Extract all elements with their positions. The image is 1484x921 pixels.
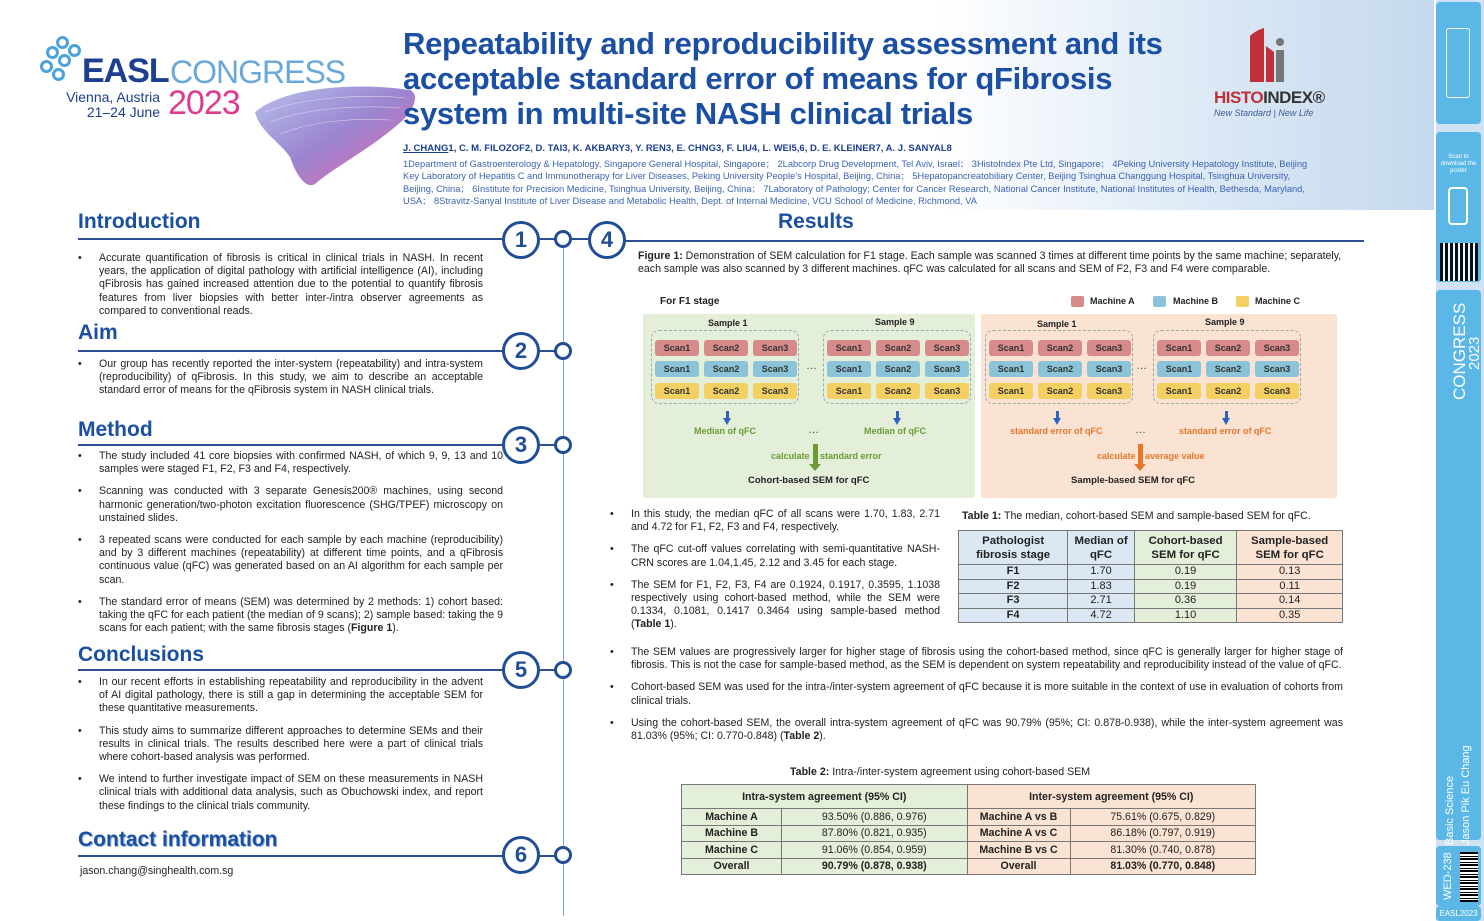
method-item: • The standard error of means (SEM) was determined by 2 methods: 1) cohort based: taking the qFC for each patient (the median of 9 scans); 2) sample based: taking the 9 scans for each patient; with the same fibrosis stages (Figure 1). [78, 596, 503, 636]
table-cell: Machine C [682, 842, 782, 859]
aim-item: • Our group has recently reported the inter-system (repeatability) and intra-system (reproducibility) of qFibrosis. In this study, we aim to describe an acceptable standard error of means for the qFibrosis system in NASH clinical trials. [78, 358, 483, 398]
cohort-result: Cohort-based SEM for qFC [748, 475, 870, 486]
results-item: • The SEM values are progressively larger for higher stage of fibrosis using the cohort-based method, since qFC is generally larger for higher stage of fibrosis. This is not the case for sample-based method, as the SEM is dependent on system repeatability and reproducibility instead of the value of qFC. [610, 646, 1343, 672]
sidebar-year: 2023 [1466, 336, 1483, 370]
table-cell: 87.80% (0.821, 0.935) [782, 825, 968, 842]
method-heading: Method [78, 418, 153, 441]
table-cell: 0.11 [1237, 579, 1343, 594]
scan-chip: Scan1 [1157, 361, 1201, 377]
table-cell: 1.83 [1068, 579, 1135, 594]
table-cell: Machine A vs B [967, 809, 1070, 826]
table-row [682, 809, 1256, 826]
table-2-caption: Table 2: Intra-/inter-system agreement using cohort-based SEM [790, 766, 1091, 778]
stage-label: For F1 stage [660, 296, 720, 307]
scan-chip: Scan2 [876, 383, 920, 399]
scan-chip: Scan3 [925, 340, 969, 356]
scan-chip: Scan1 [1157, 383, 1201, 399]
results-list [610, 508, 940, 641]
scan-chip: Scan3 [1087, 361, 1131, 377]
legend-machine-b: Machine B [1173, 296, 1219, 306]
stderr-label: standard error of qFC [1179, 426, 1272, 436]
table-cell: Machine A vs C [967, 825, 1070, 842]
table-header: Median of qFC [1068, 531, 1135, 565]
legend-swatch-a [1071, 296, 1084, 307]
ellipsis: … [1136, 360, 1147, 372]
table-cell: 2.71 [1068, 594, 1135, 609]
scan-chip: Scan3 [1255, 340, 1299, 356]
calculate-label: calculate [1097, 451, 1136, 461]
scan-chip: Scan3 [753, 383, 797, 399]
scan-chip: Scan2 [1206, 340, 1250, 356]
presenting-author: J. CHANG [403, 143, 449, 154]
table-row [959, 594, 1343, 609]
histoindex-name: HISTOINDEX® [1214, 88, 1325, 107]
median-label: Median of qFC [694, 426, 756, 436]
table-cell: 1.10 [1134, 608, 1236, 623]
scan-chip: Scan1 [989, 340, 1033, 356]
scan-chip: Scan3 [1087, 383, 1131, 399]
phone-icon [1448, 187, 1468, 225]
results-rule [624, 240, 1364, 242]
scan-chip: Scan2 [1206, 383, 1250, 399]
ellipsis: … [806, 360, 817, 372]
method-item: • 3 repeated scans were conducted for each sample by each machine (reproducibility) and by 3 different machines (repeatability) at different time points, and a qFibrosis continuous value (qFC) was generated based on an AI algorithm for each sample per scan. [78, 534, 503, 587]
table-1-caption: Table 1: The median, cohort-based SEM and sample-based SEM for qFC. [962, 510, 1311, 522]
scan-chip: Scan1 [989, 361, 1033, 377]
cohort-arrow-stem [813, 444, 818, 464]
method-list [78, 450, 503, 644]
table-cell: F4 [959, 608, 1068, 623]
scan-chip: Scan3 [753, 340, 797, 356]
scan-chip: Scan2 [876, 340, 920, 356]
scan-chip: Scan3 [1255, 383, 1299, 399]
conclusions-heading: Conclusions [78, 643, 205, 666]
table-cell: Overall [967, 858, 1070, 875]
results-item: • Cohort-based SEM was used for the intra-/inter-system agreement of qFC because it is more suitable in the context of use in evaluation of cohorts from clinical trials. [610, 681, 1343, 707]
sample-panel-sample-1-label: Sample 1 [1037, 319, 1077, 329]
scan-chip: Scan1 [655, 383, 699, 399]
table-cell: 0.35 [1237, 608, 1343, 623]
introduction-heading: Introduction [78, 210, 201, 233]
table-header: Cohort-based SEM for qFC [1134, 531, 1236, 565]
figure-1-diagram [643, 294, 1337, 498]
cohort-sample-9-label: Sample 9 [875, 317, 915, 327]
scan-chip: Scan1 [989, 383, 1033, 399]
poster-title: Repeatability and reproducibility assessment and its acceptable standard error of means for qFibrosis system in multi-site NASH clinical trials [403, 26, 1163, 131]
table-header: Inter-system agreement (95% CI) [967, 785, 1256, 809]
scan-chip: Scan1 [1157, 340, 1201, 356]
poster-frame-icon [1446, 28, 1470, 98]
venue-dates: 21–24 June [86, 104, 160, 120]
authors [403, 143, 952, 154]
scan-chip: Scan3 [925, 383, 969, 399]
scan-chip: Scan2 [1038, 340, 1082, 356]
histoindex-logo [1210, 26, 1340, 126]
down-arrow-icon [893, 418, 901, 425]
sample-panel-sample-9-label: Sample 9 [1205, 317, 1245, 327]
method-rule [78, 444, 503, 446]
table-cell: 4.72 [1068, 608, 1135, 623]
liver-illustration [245, 72, 425, 192]
method-item: • Scanning was conducted with 3 separate Genesis200® machines, using second harmonic generation/two-photon excitation fluorescence (SHG/TPEF) microscopy on unstained slides. [78, 485, 503, 525]
scan-chip: Scan3 [1087, 340, 1131, 356]
scan-chip: Scan2 [1038, 383, 1082, 399]
table-cell: 75.61% (0.675, 0.829) [1070, 809, 1256, 826]
results-item: • The SEM for F1, F2, F3, F4 are 0.1924, 0.1917, 0.3595, 1.1038 respectively using cohort-based method, while the SEM were 0.1334, 0.1081, 0.1417 0.3464 using sample-based method (Table 1). [610, 579, 940, 632]
legend-machine-a: Machine A [1090, 296, 1135, 306]
sidebar-presenter: Jason Pik Eu Chang [1460, 745, 1472, 845]
section-badge-5: 5 [502, 651, 540, 689]
cohort-sample-1-label: Sample 1 [708, 318, 748, 328]
sidebar-code: WED-238 [1442, 852, 1454, 900]
connector-ring [554, 436, 572, 454]
conclusions-item: • In our recent efforts in establishing repeatability and reproducibility in the advent of AI digital pathology, there is still a gap in determining the acceptable SEM for these quantitative measurements. [78, 676, 483, 716]
connector-ring [554, 846, 572, 864]
venue [60, 90, 160, 120]
section-badge-1: 1 [502, 221, 540, 259]
figure-1-caption: Figure 1: Demonstration of SEM calculation for F1 stage. Each sample was scanned 3 times at different time points by the same machine; separately, each sample was also scanned by 3 different machines. qFC was calculated for all scans and SEM of F2, F3 and F4 were comparable. [638, 250, 1342, 276]
table-row [682, 842, 1256, 859]
table-row [959, 565, 1343, 580]
results-item: • In this study, the median qFC of all scans were 1.70, 1.83, 2.71 and 4.72 for F1, F2, F3 and F4, respectively. [610, 508, 940, 534]
scan-chip: Scan2 [876, 361, 920, 377]
affiliations: 1Department of Gastroenterology & Hepatology, Singapore General Hospital, Singapore； 2Labcorp Drug Development, Tel Aviv, Israel； 3HistoIndex Pte Ltd, Singapore； 4Peking University Hepatology Institute, Beijing Key Laboratory of Hepatitis C and Immunotherapy for Liver Diseases, Peking University People’s Hospital, Beijing, China； 5Hepatopancreatobiliary Center, Beijing Tsinghua Changgung Hospital, Tsinghua University, Beijing, China； 6Institute for Precision Medicine, Tsinghua University, Beijing, China； 7Laboratory of Pathology; Center for Cancer Research, National Cancer Institute, National Institutes of Health, Bethesda, Maryland, USA； 8Stravitz-Sanyal Institute of Liver Disease and Metabolic Health, Dept. of Internal Medicine, VCU School of Medicine, Richmond, VA [403, 159, 1308, 206]
table-cell: 0.36 [1134, 594, 1236, 609]
table-cell: Overall [682, 858, 782, 875]
table-cell: F2 [959, 579, 1068, 594]
venue-city: Vienna, Austria [66, 89, 160, 105]
table-cell: 1.70 [1068, 565, 1135, 580]
qr-code[interactable] [1440, 243, 1478, 281]
histoindex-mark-icon [1248, 26, 1288, 84]
standard-error-label: standard error [820, 451, 882, 461]
table-row [959, 608, 1343, 623]
table-2 [681, 784, 1256, 875]
scan-chip: Scan3 [1255, 361, 1299, 377]
table-cell: 90.79% (0.878, 0.938) [782, 858, 968, 875]
down-arrow-icon [723, 418, 731, 425]
scan-chip: Scan1 [827, 361, 871, 377]
sidebar-category: Basic Science [1444, 775, 1456, 845]
contact-rule [78, 855, 503, 857]
table-cell: 0.19 [1134, 565, 1236, 580]
table-cell: F1 [959, 565, 1068, 580]
connector-ring [554, 661, 572, 679]
table-row [682, 858, 1256, 875]
sample-result: Sample-based SEM for qFC [1071, 475, 1196, 486]
conclusions-list [78, 676, 483, 822]
scan-chip: Scan2 [1038, 361, 1082, 377]
scan-chip: Scan1 [655, 340, 699, 356]
table-cell: F3 [959, 594, 1068, 609]
congress-wordmark: CONGRESS [170, 54, 346, 90]
aim-list [78, 358, 483, 407]
scan-chip: Scan3 [753, 361, 797, 377]
sample-arrow-stem [1138, 444, 1143, 464]
aim-rule [78, 350, 503, 352]
table-1 [958, 530, 1343, 623]
introduction-rule [78, 238, 503, 240]
table-cell: 0.13 [1237, 565, 1343, 580]
ellipsis: … [1135, 424, 1146, 436]
calculate-label: calculate [771, 451, 810, 461]
results-wide-list [610, 646, 1343, 752]
connector-ring [554, 342, 572, 360]
scan-chip: Scan2 [704, 340, 748, 356]
scan-chip: Scan2 [704, 361, 748, 377]
results-item: • The qFC cut-off values correlating with semi-quantitative NASH-CRN scores are 1.04,1.45, 2.12 and 3.45 for each stage. [610, 543, 940, 569]
sidebar-congress: CONGRESS [1450, 302, 1469, 400]
ellipsis: … [808, 424, 819, 436]
average-value-label: average value [1145, 451, 1205, 461]
table-cell: Machine A [682, 809, 782, 826]
conclusions-item: • This study aims to summarize different approaches to determine SEMs and their results in clinical trials. The results described here were a part of clinical trials where cohort-based analysis was performed. [78, 725, 483, 765]
table-cell: 86.18% (0.797, 0.919) [1070, 825, 1256, 842]
hexagon-cells-icon [38, 36, 82, 80]
contact-heading: Contact information [78, 828, 278, 851]
congress-year: 2023 [168, 84, 240, 122]
down-arrow-icon [809, 464, 821, 471]
legend-swatch-c [1236, 296, 1249, 307]
table-cell: 93.50% (0.886, 0.976) [782, 809, 968, 826]
method-item: • The study included 41 core biopsies with confirmed NASH, of which 9, 9, 13 and 10 samples were staged F1, F2, F3 and F4, respectively. [78, 450, 503, 476]
table-row [959, 579, 1343, 594]
scan-download-text: Scan to download the poster [1440, 154, 1477, 174]
table-header-row [682, 785, 1256, 809]
histoindex-tagline: New Standard | New Life [1214, 108, 1314, 118]
easl-wordmark: EASL [82, 52, 169, 90]
table-row [682, 825, 1256, 842]
table-cell: Machine B [682, 825, 782, 842]
table-header-row [959, 531, 1343, 565]
other-authors: 1, C. M. FILOZOF2, D. TAI3, K. AKBARY3, Y. REN3, E. CHNG3, F. LIU4, L. WEI5,6, D. E. KLEINER7, A. J. SANYAL8 [448, 143, 952, 154]
table-cell: 81.03% (0.770, 0.848) [1070, 858, 1256, 875]
conclusions-item: • We intend to further investigate impact of SEM on these measurements in NASH clinical trials with additional data analysis, such as Obuchowski index, and report these findings to the clinical trials community. [78, 773, 483, 813]
table-cell: 81.30% (0.740, 0.878) [1070, 842, 1256, 859]
scan-chip: Scan1 [827, 340, 871, 356]
sidebar-top-box [1436, 2, 1481, 124]
scan-chip: Scan2 [1206, 361, 1250, 377]
table-header: Intra-system agreement (95% CI) [682, 785, 968, 809]
table-header: Sample-based SEM for qFC [1237, 531, 1343, 565]
stderr-label: standard error of qFC [1010, 426, 1103, 436]
median-label: Median of qFC [864, 426, 926, 436]
table-cell: Machine B vs C [967, 842, 1070, 859]
conclusions-rule [78, 669, 503, 671]
down-arrow-icon [1222, 418, 1230, 425]
barcode [1460, 852, 1478, 902]
results-item: • Using the cohort-based SEM, the overall intra-system agreement of qFC was 90.79% (95%; CI: 0.878-0.938), while the inter-system agreement was 81.03% (95%; CI: 0.770-0.848) (Table 2). [610, 717, 1343, 743]
legend-machine-c: Machine C [1255, 296, 1301, 306]
introduction-list [78, 252, 483, 327]
section-badge-6: 6 [502, 836, 540, 874]
section-badge-2: 2 [502, 332, 540, 370]
section-badge-4: 4 [588, 221, 626, 259]
table-header: Pathologist fibrosis stage [959, 531, 1068, 565]
introduction-item: • Accurate quantification of fibrosis is critical in clinical trials in NASH. In recent years, the application of digital pathology with artificial intelligence (AI), including qFibrosis has gained increased attention due to the potential to quantify fibrosis features from liver biopsies with better inter-/intra observer agreements as compared to conventional reads. [78, 252, 483, 318]
scan-chip: Scan1 [827, 383, 871, 399]
table-cell: 0.14 [1237, 594, 1343, 609]
contact-email[interactable]: jason.chang@singhealth.com.sg [80, 865, 234, 877]
section-badge-3: 3 [502, 426, 540, 464]
down-arrow-icon [1134, 464, 1146, 471]
footer-box [1436, 906, 1481, 921]
scan-chip: Scan1 [655, 361, 699, 377]
legend-swatch-b [1153, 296, 1166, 307]
table-cell: 91.06% (0.854, 0.959) [782, 842, 968, 859]
scan-chip: Scan2 [704, 383, 748, 399]
sidebar-footer: EASL2023 [1439, 909, 1478, 918]
table-cell: 0.19 [1134, 579, 1236, 594]
badge-connector [570, 238, 590, 240]
aim-heading: Aim [78, 321, 118, 344]
results-heading: Results [778, 210, 854, 233]
scan-chip: Scan3 [925, 361, 969, 377]
down-arrow-icon [1053, 418, 1061, 425]
